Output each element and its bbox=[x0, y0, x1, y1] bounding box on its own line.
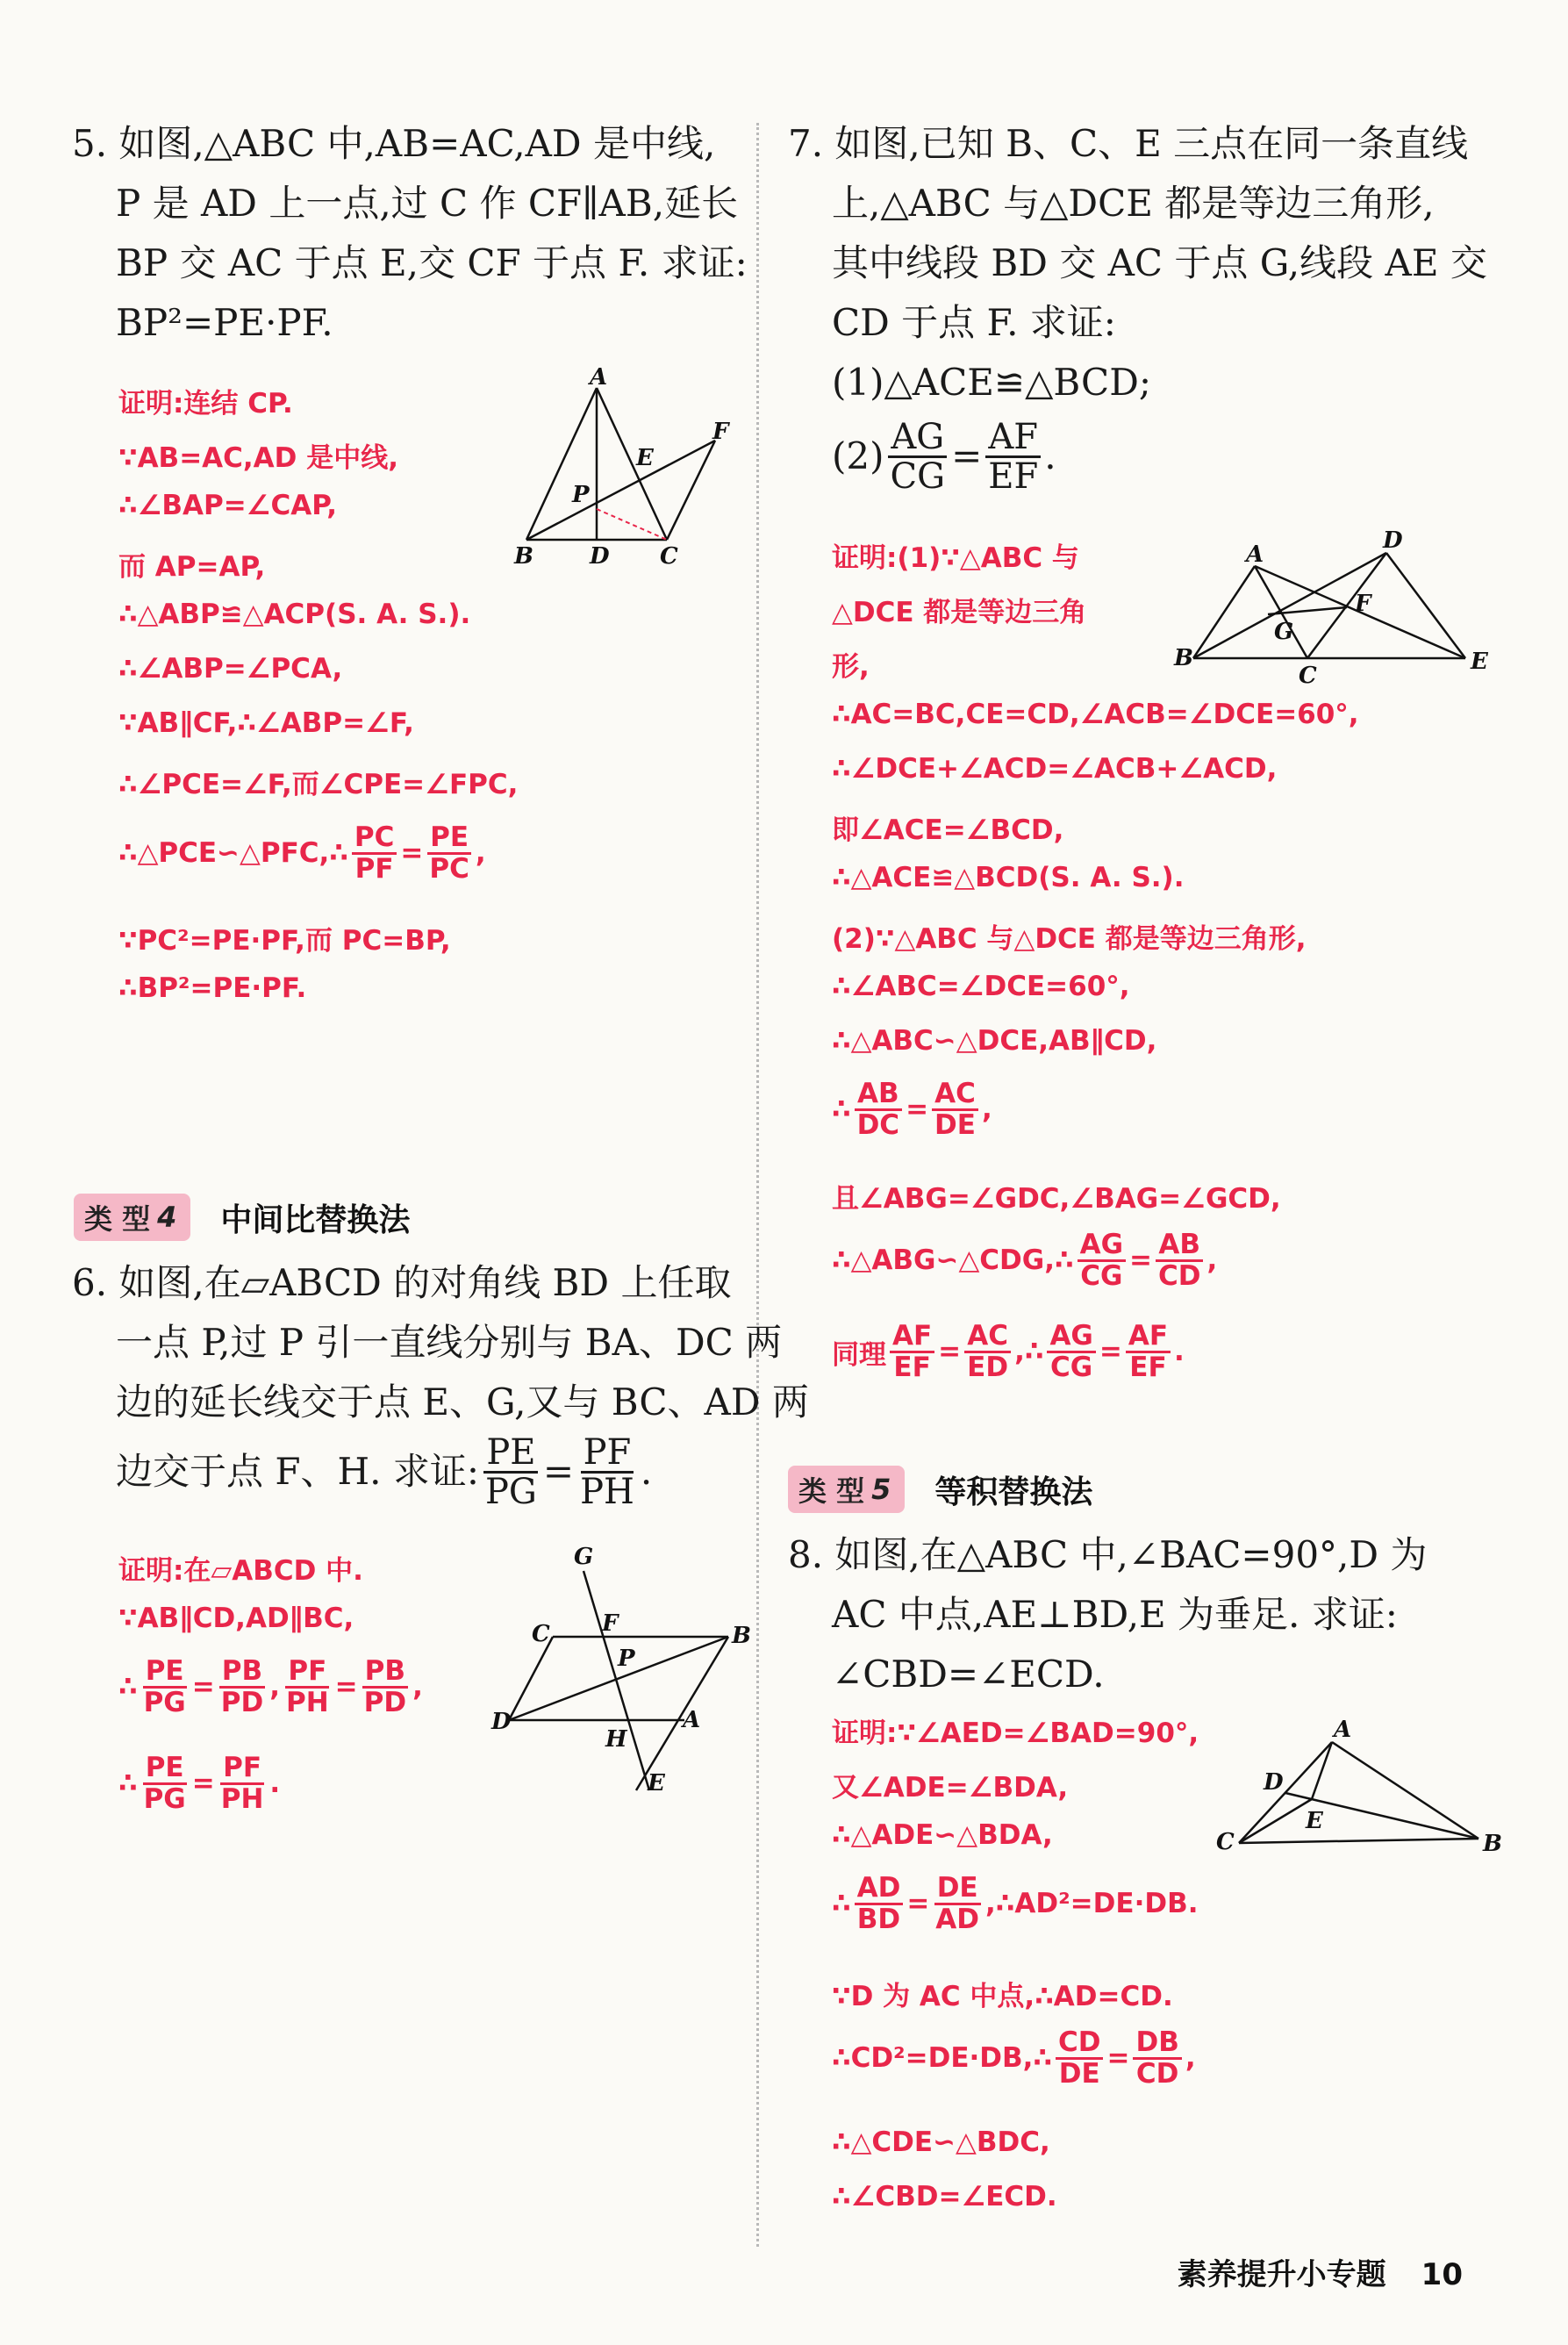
fraction bbox=[362, 1657, 409, 1717]
proof-line: ∵AB∥CD,AD∥BC, bbox=[118, 1603, 354, 1634]
proof-line-frac: ∴△PCE∽△PFC,∴ $\frac{PC}{PF}$ = $\frac{PE}{PC}$ , bbox=[118, 821, 486, 885]
fraction bbox=[1133, 2028, 1181, 2088]
problem-8-line: ∠CBD=∠ECD. bbox=[832, 1653, 1105, 1696]
problem-8 bbox=[788, 1525, 1427, 1704]
denominator: PH bbox=[580, 1471, 634, 1512]
label-F: F bbox=[712, 419, 729, 445]
label-G: G bbox=[574, 1544, 594, 1570]
fraction bbox=[218, 1657, 266, 1717]
problem-5-line: P 是 AD 上一点,过 C 作 CF∥AB,延长 bbox=[116, 182, 739, 225]
numerator: DE bbox=[934, 1874, 981, 1905]
page-footer bbox=[1178, 2250, 1463, 2293]
numerator: AF bbox=[985, 419, 1041, 458]
proof-line: 形, bbox=[832, 651, 870, 683]
type-5-heading bbox=[788, 1466, 1092, 1513]
type-badge bbox=[788, 1466, 905, 1513]
proof-line: ∴△ABP≌△ACP(S. A. S.). bbox=[118, 599, 471, 630]
label-P: P bbox=[618, 1646, 635, 1672]
problem-8-figure bbox=[1202, 1707, 1509, 1865]
numerator: PE bbox=[143, 1657, 187, 1689]
proof-line: ∴△ADE∽△BDA, bbox=[832, 1819, 1053, 1851]
numerator: PB bbox=[362, 1657, 408, 1689]
denominator: PG bbox=[143, 1782, 186, 1815]
denominator: PC bbox=[429, 852, 469, 885]
proof-line-frac: ∴ $\frac{PE}{PG}$ = $\frac{PF}{PH}$ . bbox=[118, 1752, 281, 1815]
proof-text: ∴CD²=DE·DB,∴ bbox=[832, 2042, 1052, 2075]
problem-7-text: (2) bbox=[832, 434, 884, 477]
type-badge-number: 5 bbox=[871, 1473, 891, 1506]
proof-line: 又∠ADE=∠BDA, bbox=[832, 1772, 1069, 1804]
problem-7-line: CD 于点 F. 求证: bbox=[832, 301, 1116, 344]
proof-line: ∴∠ABP=∠PCA, bbox=[118, 653, 343, 685]
proof-line: 而 AP=AP, bbox=[118, 551, 266, 583]
problem-5 bbox=[72, 114, 748, 353]
denominator: AD bbox=[935, 1903, 980, 1935]
problem-8-line: 8. 如图,在△ABC 中,∠BAC=90°,D 为 bbox=[788, 1533, 1428, 1576]
denominator: PH bbox=[220, 1782, 264, 1815]
type-title: 等积替换法 bbox=[934, 1474, 1093, 1510]
proof-line: (2)∵△ABC 与△DCE 都是等边三角形, bbox=[832, 923, 1307, 955]
denominator: PD bbox=[220, 1686, 264, 1718]
problem-7-line: (2) $\frac{AG}{CG}$ = $\frac{AF}{EF}$ . bbox=[832, 416, 1056, 497]
fraction bbox=[141, 1753, 189, 1813]
numerator: AD bbox=[855, 1874, 904, 1905]
numerator: AG bbox=[1047, 1322, 1095, 1353]
fraction bbox=[1078, 1230, 1126, 1290]
proof-line-frac: ∴CD²=DE·DB,∴ $\frac{CD}{DE}$ = $\frac{DB}{CD}$ , bbox=[832, 2026, 1196, 2090]
fraction bbox=[141, 1657, 189, 1717]
numerator: PF bbox=[285, 1657, 329, 1689]
problem-7-line: 上,△ABC 与△DCE 都是等边三角形, bbox=[832, 182, 1435, 225]
label-B: B bbox=[1483, 1831, 1502, 1857]
denominator: ED bbox=[967, 1351, 1009, 1383]
label-D: D bbox=[1383, 527, 1403, 554]
numerator: PC bbox=[352, 823, 397, 855]
label-B: B bbox=[514, 543, 533, 570]
fraction bbox=[1047, 1322, 1095, 1381]
proof-line: ∴∠BAP=∠CAP, bbox=[118, 490, 338, 521]
proof-line: 证明:(1)∵△ABC 与 bbox=[832, 542, 1079, 574]
proof-line: 即∠ACE=∠BCD, bbox=[832, 814, 1064, 846]
proof-line-frac: ∴ $\frac{PE}{PG}$ = $\frac{PB}{PD}$ , $\frac{PF}{PH}$ = $\frac{PB}{PD}$ , bbox=[118, 1655, 423, 1718]
fraction bbox=[890, 1322, 934, 1381]
fraction bbox=[932, 1079, 978, 1139]
type-badge-label: 类 型 bbox=[798, 1474, 865, 1508]
label-P: P bbox=[572, 482, 590, 508]
problem-7-figure bbox=[1167, 527, 1518, 689]
proof-line: 证明:连结 CP. bbox=[118, 388, 293, 420]
proof-text: ,∴AD²=DE·DB. bbox=[985, 1888, 1199, 1920]
problem-5-line: BP 交 AC 于点 E,交 CF 于点 F. 求证: bbox=[116, 241, 748, 284]
proof-line: 证明:∵∠AED=∠BAD=90°, bbox=[832, 1718, 1199, 1749]
denominator: CG bbox=[1080, 1259, 1123, 1292]
denominator: CD bbox=[1158, 1259, 1201, 1292]
proof-line: ∵PC²=PE·PF,而 PC=BP, bbox=[118, 925, 451, 957]
proof-line: ∴△ABC∽△DCE,AB∥CD, bbox=[832, 1025, 1157, 1057]
proof-line: ∵D 为 AC 中点,∴AD=CD. bbox=[832, 1981, 1173, 2012]
numerator: AF bbox=[1126, 1322, 1171, 1353]
denominator: PG bbox=[143, 1686, 186, 1718]
denominator: DE bbox=[1058, 2057, 1100, 2090]
problem-7 bbox=[788, 114, 1487, 500]
denominator: CG bbox=[890, 455, 946, 497]
proof-line: 且∠ABG=∠GDC,∠BAG=∠GCD, bbox=[832, 1183, 1281, 1215]
fraction bbox=[218, 1753, 267, 1813]
label-C: C bbox=[1216, 1829, 1235, 1855]
type-4-heading bbox=[74, 1194, 410, 1241]
proof-text: ∴△PCE∽△PFC,∴ bbox=[118, 837, 348, 870]
denominator: EF bbox=[1129, 1351, 1167, 1383]
denominator: PG bbox=[484, 1471, 537, 1512]
proof-text: 同理 bbox=[832, 1338, 886, 1371]
proof-line: ∵AB∥CF,∴∠ABP=∠F, bbox=[118, 707, 414, 739]
numerator: PE bbox=[483, 1434, 538, 1474]
numerator: DB bbox=[1133, 2028, 1181, 2060]
fraction bbox=[985, 416, 1041, 497]
denominator: BD bbox=[856, 1903, 901, 1935]
numerator: AF bbox=[890, 1322, 934, 1353]
proof-line: ∴∠PCE=∠F,而∠CPE=∠FPC, bbox=[118, 769, 519, 800]
problem-5-line: 5. 如图,△ABC 中,AB=AC,AD 是中线, bbox=[72, 122, 716, 165]
fraction bbox=[283, 1657, 332, 1717]
numerator: AB bbox=[1156, 1230, 1203, 1262]
label-B: B bbox=[732, 1623, 751, 1649]
problem-5-figure bbox=[509, 364, 737, 575]
page-number: 10 bbox=[1421, 2257, 1463, 2292]
proof-line-frac: ∴ $\frac{AB}{DC}$ = $\frac{AC}{DE}$ , bbox=[832, 1078, 992, 1141]
label-A: A bbox=[1246, 541, 1264, 568]
label-C: C bbox=[532, 1621, 550, 1647]
fraction bbox=[483, 1431, 540, 1512]
label-B: B bbox=[1174, 645, 1193, 671]
fraction bbox=[1126, 1322, 1171, 1381]
denominator: PD bbox=[363, 1686, 407, 1718]
label-C: C bbox=[1299, 663, 1317, 689]
label-A: A bbox=[683, 1707, 701, 1733]
type-title: 中间比替换法 bbox=[220, 1201, 411, 1238]
label-F: F bbox=[602, 1610, 619, 1637]
label-F: F bbox=[1355, 591, 1371, 617]
proof-line: 证明:在▱ABCD 中. bbox=[118, 1555, 363, 1587]
proof-line-frac: ∴△ABG∽△CDG,∴ $\frac{AG}{CG}$ = $\frac{AB}{CD}$ , bbox=[832, 1229, 1218, 1292]
denominator: PF bbox=[354, 852, 394, 885]
fraction bbox=[352, 823, 397, 883]
proof-line: ∴∠CBD=∠ECD. bbox=[832, 2181, 1057, 2212]
problem-7-line: 7. 如图,已知 B、C、E 三点在同一条直线 bbox=[788, 122, 1469, 165]
denominator: DE bbox=[934, 1108, 976, 1141]
numerator: PE bbox=[143, 1753, 187, 1785]
numerator: AG bbox=[888, 419, 947, 458]
denominator: DC bbox=[856, 1108, 900, 1141]
denominator: CD bbox=[1135, 2057, 1179, 2090]
label-C: C bbox=[660, 543, 678, 570]
numerator: AC bbox=[964, 1322, 1011, 1353]
denominator: EF bbox=[988, 455, 1039, 497]
proof-line: △DCE 都是等边三角 bbox=[832, 597, 1087, 628]
type-badge bbox=[74, 1194, 190, 1241]
denominator: CG bbox=[1050, 1351, 1093, 1383]
problem-7-line: 其中线段 BD 交 AC 于点 G,线段 AE 交 bbox=[832, 241, 1487, 284]
label-E: E bbox=[636, 445, 654, 471]
proof-line: ∴∠DCE+∠ACD=∠ACB+∠ACD, bbox=[832, 753, 1278, 785]
problem-6 bbox=[72, 1253, 809, 1511]
fraction bbox=[855, 1874, 904, 1933]
proof-line: ∴AC=BC,CE=CD,∠ACB=∠DCE=60°, bbox=[832, 699, 1359, 730]
proof-line-frac: ∴ $\frac{AD}{BD}$ = $\frac{DE}{AD}$ ,∴AD²=DE·DB. bbox=[832, 1872, 1199, 1935]
label-A: A bbox=[1334, 1717, 1352, 1743]
numerator: PB bbox=[219, 1657, 265, 1689]
footer-title: 素养提升小专题 bbox=[1177, 2257, 1386, 2292]
type-badge-number: 4 bbox=[157, 1201, 177, 1234]
column-divider bbox=[756, 123, 759, 2247]
numerator: AG bbox=[1078, 1230, 1126, 1262]
label-A: A bbox=[590, 364, 608, 391]
problem-6-line: 一点 P,过 P 引一直线分别与 BA、DC 两 bbox=[116, 1321, 783, 1364]
proof-line-frac: 同理 $\frac{AF}{EF}$ = $\frac{AC}{ED}$ ,∴ $\frac{AG}{CG}$ = $\frac{AF}{EF}$ . bbox=[832, 1320, 1185, 1383]
problem-6-line: 边交于点 F、H. 求证: $\frac{PE}{PG}$ = $\frac{PF}{PH}$ . bbox=[116, 1431, 653, 1512]
fraction bbox=[577, 1431, 637, 1512]
type-badge-label: 类 型 bbox=[84, 1202, 151, 1236]
fraction bbox=[1156, 1230, 1203, 1290]
problem-6-line: 6. 如图,在▱ABCD 的对角线 BD 上任取 bbox=[72, 1261, 732, 1304]
proof-line: ∵AB=AC,AD 是中线, bbox=[118, 442, 398, 474]
label-E: E bbox=[1306, 1808, 1323, 1834]
proof-line: ∴△ACE≌△BCD(S. A. S.). bbox=[832, 862, 1185, 893]
problem-6-line: 边的延长线交于点 E、G,又与 BC、AD 两 bbox=[116, 1380, 809, 1423]
problem-5-line: BP²=PE·PF. bbox=[116, 301, 333, 344]
numerator: PF bbox=[581, 1434, 634, 1474]
problem-8-line: AC 中点,AE⊥BD,E 为垂足. 求证: bbox=[832, 1593, 1398, 1636]
label-E: E bbox=[1471, 649, 1488, 675]
numerator: AC bbox=[932, 1079, 978, 1111]
fraction bbox=[888, 416, 949, 497]
proof-line: ∴BP²=PE·PF. bbox=[118, 972, 307, 1004]
numerator: CD bbox=[1056, 2028, 1103, 2060]
label-G: G bbox=[1274, 619, 1294, 645]
fraction bbox=[426, 823, 471, 883]
denominator: EF bbox=[893, 1351, 931, 1383]
proof-line: ∴∠ABC=∠DCE=60°, bbox=[832, 971, 1130, 1002]
label-H: H bbox=[605, 1726, 627, 1753]
problem-7-line: (1)△ACE≌△BCD; bbox=[832, 361, 1152, 404]
fraction bbox=[1056, 2028, 1103, 2088]
label-D: D bbox=[1264, 1769, 1284, 1796]
fraction bbox=[933, 1874, 982, 1933]
problem-6-figure bbox=[491, 1536, 751, 1808]
problem-6-text: 边交于点 F、H. 求证: bbox=[116, 1450, 479, 1493]
denominator: PH bbox=[285, 1686, 329, 1718]
fraction bbox=[855, 1079, 902, 1139]
numerator: AB bbox=[855, 1079, 902, 1111]
proof-text: ∴△ABG∽△CDG,∴ bbox=[832, 1244, 1074, 1277]
label-E: E bbox=[648, 1770, 665, 1796]
fraction bbox=[964, 1322, 1011, 1381]
label-D: D bbox=[491, 1709, 512, 1735]
proof-line: ∴△CDE∽△BDC, bbox=[832, 2126, 1050, 2158]
label-D: D bbox=[590, 543, 610, 570]
numerator: PF bbox=[220, 1753, 264, 1785]
numerator: PE bbox=[427, 823, 471, 855]
